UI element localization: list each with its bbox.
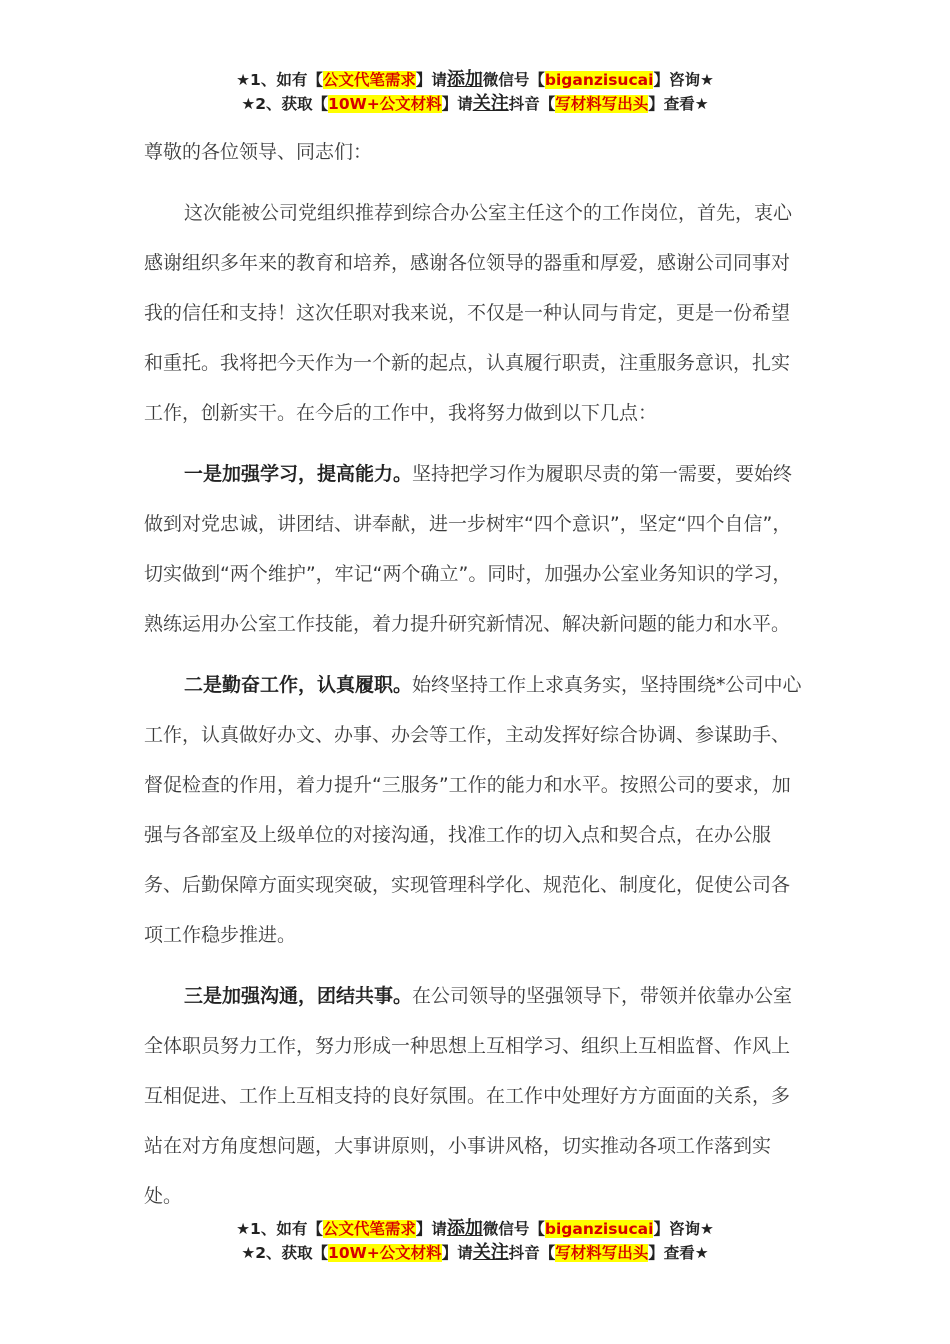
top-promo-banner xyxy=(0,68,950,116)
promo-line-1: ★1、如有【公文代笔需求】请添加微信号【biganzisucai】咨询★ xyxy=(236,69,714,90)
douyin-account: 写材料写出头 xyxy=(555,95,649,113)
document-body xyxy=(144,127,808,1221)
highlight-text: 公文代笔需求 xyxy=(322,71,416,89)
highlight-text: 10W+公文材料 xyxy=(328,1244,442,1262)
bottom-promo-banner xyxy=(0,1217,950,1265)
wechat-id: biganzisucai xyxy=(544,1220,654,1238)
intro-paragraph: 这次能被公司党组织推荐到综合办公室主任这个的工作岗位，首先，衷心感谢组织多年来的教育和培养，感谢各位领导的器重和厚爱，感谢公司同事对我的信任和支持！这次任职对我来说，不仅是一种认同与肯定，更是一份希望和重托。我将把今天作为一个新的起点，认真履行职责，注重服务意识，扎实工作，创新实干。在今后的工作中，我将努力做到以下几点： xyxy=(144,202,793,424)
promo-line-2: ★2、获取【10W+公文材料】请关注抖音【写材料写出头】查看★ xyxy=(241,93,709,114)
promo-line-2: ★2、获取【10W+公文材料】请关注抖音【写材料写出头】查看★ xyxy=(241,1242,709,1263)
highlight-text: 10W+公文材料 xyxy=(328,95,442,113)
point-3-paragraph: 三是加强沟通，团结共事。在公司领导的坚强领导下，带领并依靠办公室全体职员努力工作，努力形成一种思想上互相学习、组织上互相监督、作风上互相促进、工作上互相支持的良好氛围。在工作中处理好方方面面的关系，多站在对方角度想问题，大事讲原则，小事讲风格，切实推动各项工作落到实处。 xyxy=(144,985,793,1207)
point-1-paragraph: 一是加强学习，提高能力。坚持把学习作为履职尽责的第一需要，要始终做到对党忠诚，讲团结、讲奉献，进一步树牢“四个意识”，坚定“四个自信”，切实做到“两个维护”，牢记“两个确立”。同时，加强办公室业务知识的学习，熟练运用办公室工作技能，着力提升研究新情况、解决新问题的能力和水平。 xyxy=(144,463,793,635)
point-heading: 三是加强沟通，团结共事。 xyxy=(184,985,413,1007)
highlight-text: 公文代笔需求 xyxy=(322,1220,416,1238)
salutation: 尊敬的各位领导、同志们： xyxy=(144,141,373,163)
point-2-paragraph: 二是勤奋工作，认真履职。始终坚持工作上求真务实，坚持围绕*公司中心工作，认真做好办文、办事、办会等工作，主动发挥好综合协调、参谋助手、督促检查的作用，着力提升“三服务”工作的能力和水平。按照公司的要求，加强与各部室及上级单位的对接沟通，找准工作的切入点和契合点，在办公服务、后勤保障方面实现突破，实现管理科学化、规范化、制度化，促使公司各项工作稳步推进。 xyxy=(144,674,802,946)
douyin-account: 写材料写出头 xyxy=(555,1244,649,1262)
promo-line-1: ★1、如有【公文代笔需求】请添加微信号【biganzisucai】咨询★ xyxy=(236,1218,714,1239)
point-heading: 一是加强学习，提高能力。 xyxy=(184,463,413,485)
wechat-id: biganzisucai xyxy=(544,71,654,89)
point-heading: 二是勤奋工作，认真履职。 xyxy=(184,674,413,696)
